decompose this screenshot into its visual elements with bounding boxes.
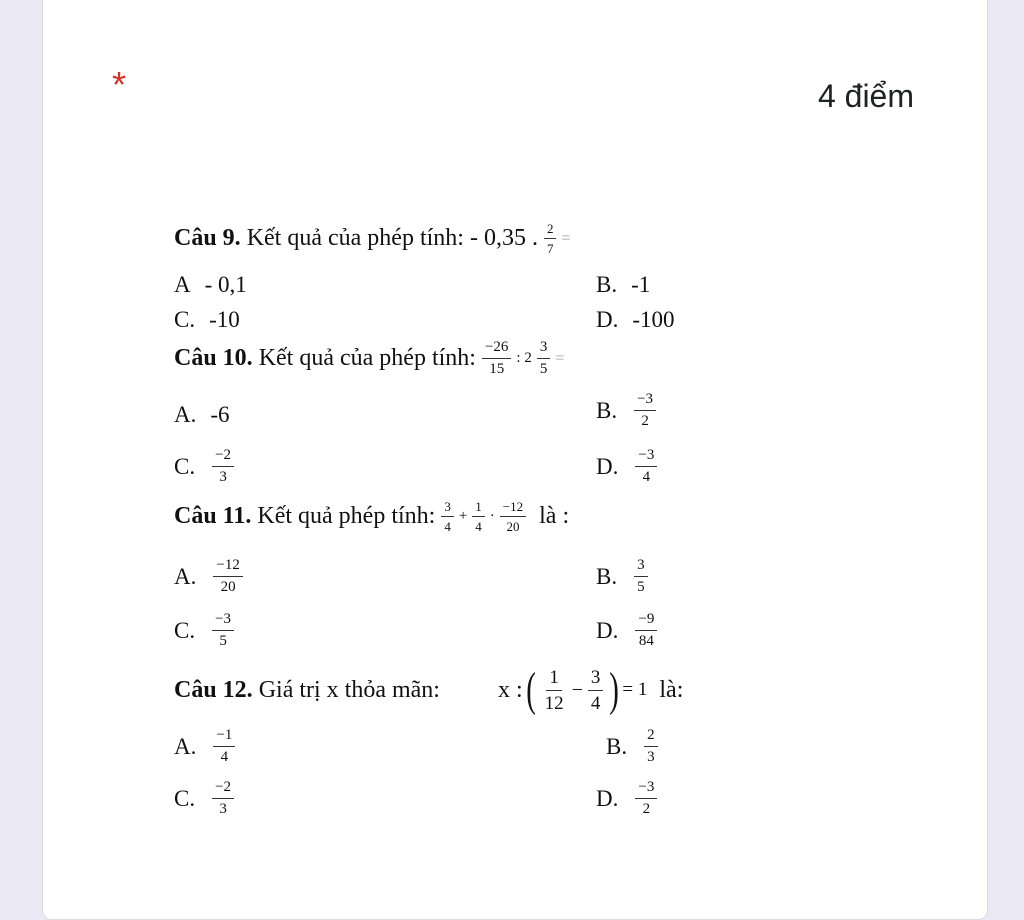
q9-option-b[interactable]: B. -1 [596,272,651,297]
question-10-text: Kết quả của phép tính: [258,345,476,371]
q12-option-a[interactable]: A. $\frac{-1}{4}$ [174,728,238,765]
fraction: $\frac{3}{4}$ [441,500,454,533]
q11-option-d[interactable]: D. $\frac{-9}{84}$ [596,612,660,649]
question-10: Câu 10. Kết quả của phép tính: $\frac{-26}{15}$ : 2 $\frac{3}{5}$ = [174,339,565,377]
question-11: Câu 11. Kết quả phép tính: $\frac{3}{4}$ + $\frac{1}{4}$ · $\frac{-12}{20}$ là : [174,499,570,534]
q10-option-d[interactable]: D. $\frac{-3}{4}$ [596,448,660,485]
question-11-label: Câu 11. [174,503,252,529]
question-12-text: Giá trị x thỏa mãn: [258,676,440,703]
q9-option-d[interactable]: D. -100 [596,307,675,332]
fraction: $\frac{1}{12}$ [544,666,564,714]
fraction: $\frac{3}{5}$ [537,340,551,377]
q11-option-a[interactable]: A. $\frac{-12}{20}$ [174,558,246,595]
q10-option-c[interactable]: C. $\frac{-2}{3}$ [174,448,237,485]
left-paren: ( [525,663,536,716]
fraction: $\frac{1}{4}$ [472,500,485,533]
equation-x: x : [497,676,523,703]
fraction: $\frac{-26}{15}$ [482,340,511,377]
q12-option-b[interactable]: B. $\frac{2}{3}$ [606,728,661,765]
points-label: 4 điểm [817,78,914,114]
question-9: Câu 9. Kết quả của phép tính: - 0,35 . $\frac{2}{7}$ = [174,221,571,256]
fraction: $\frac{2}{7}$ [544,222,557,255]
right-paren: ) [609,663,620,716]
question-11-suffix: là : [539,503,570,529]
question-12: Câu 12. Giá trị x thỏa mãn: x : ( $\frac{1}{12}$ − $\frac{3}{4}$ ) = 1 là: [174,663,684,716]
q11-option-c[interactable]: C. $\frac{-3}{5}$ [174,612,237,649]
required-mark: * [112,64,127,105]
q9-option-a[interactable]: A - 0,1 [174,272,247,297]
q10-option-a[interactable]: A. -6 [174,402,230,427]
q12-option-c[interactable]: C. $\frac{-2}{3}$ [174,780,237,817]
fraction: $\frac{3}{4}$ [588,668,604,713]
q9-option-c[interactable]: C. -10 [174,307,240,332]
question-12-suffix: là: [659,676,684,703]
q10-option-b[interactable]: B. $\frac{-3}{2}$ [596,392,659,429]
q12-option-d[interactable]: D. $\frac{-3}{2}$ [596,780,660,817]
q11-option-b[interactable]: B. $\frac{3}{5}$ [596,558,651,595]
fraction: $\frac{-12}{20}$ [500,500,526,533]
question-10-label: Câu 10. [174,345,253,371]
question-11-text: Kết quả phép tính: [257,503,436,529]
question-9-text: Kết quả của phép tính: - 0,35 . [246,225,538,251]
question-9-label: Câu 9. [174,225,241,251]
question-12-label: Câu 12. [174,676,253,703]
